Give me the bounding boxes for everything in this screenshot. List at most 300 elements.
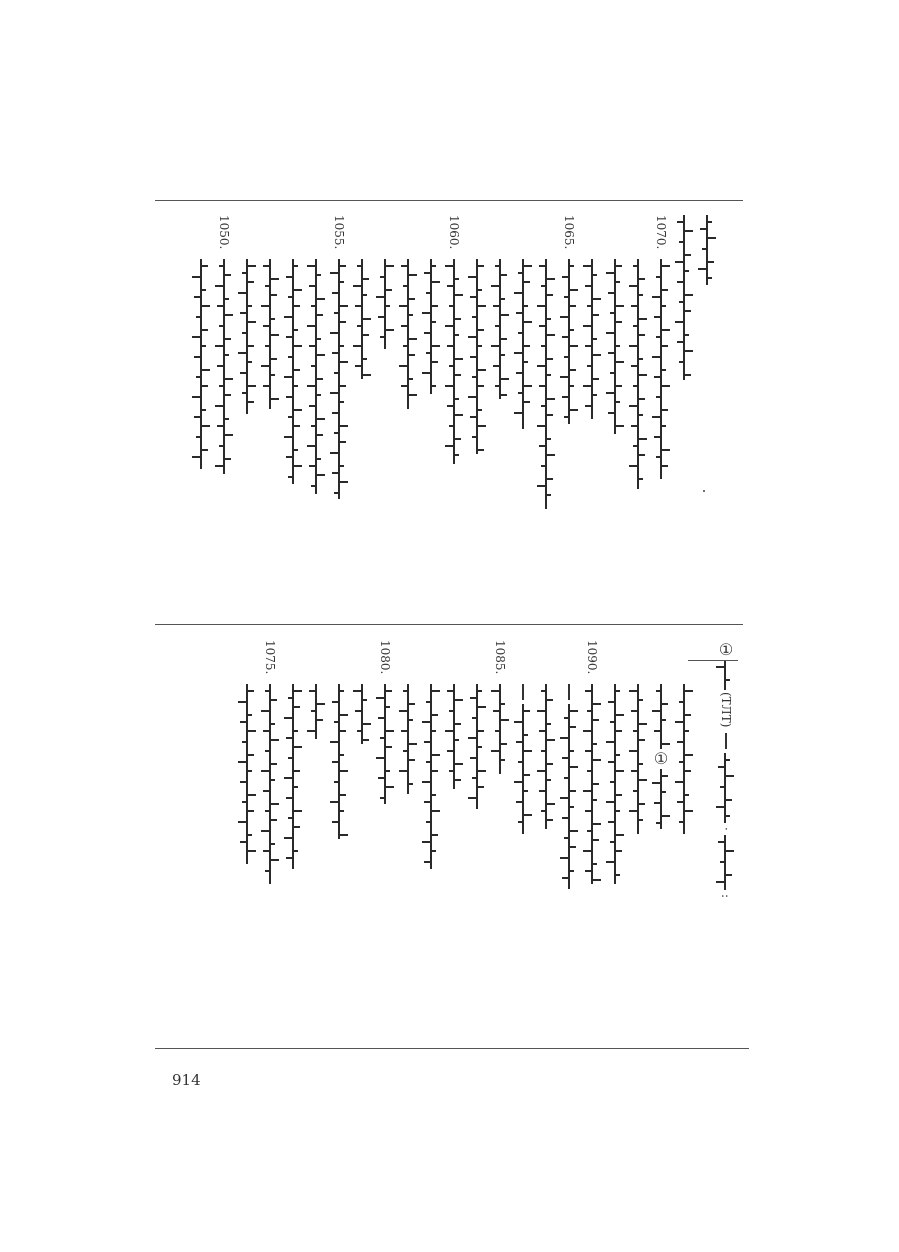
glyph-stroke <box>524 385 532 387</box>
glyph-stroke <box>445 445 453 447</box>
verse-column <box>537 215 555 509</box>
glyph-stroke <box>286 396 292 398</box>
glyph-stroke <box>662 743 670 745</box>
glyph-stroke <box>294 369 300 371</box>
glyph-stroke <box>631 710 637 712</box>
glyph-stroke <box>616 690 620 692</box>
glyph-stroke <box>478 425 486 427</box>
glyph-stroke <box>547 438 551 440</box>
glyph-stroke <box>294 265 298 267</box>
glyph-stroke <box>401 265 407 267</box>
glyph-stroke <box>225 378 233 380</box>
glyph-stroke <box>547 779 551 781</box>
glyph-stroke <box>570 305 576 307</box>
glyph-stroke <box>560 857 568 859</box>
glyph-stroke <box>192 276 200 278</box>
glyph-stroke <box>478 369 486 371</box>
glyph-stroke <box>248 401 254 403</box>
glyph-stroke <box>570 409 578 411</box>
glyph-stroke <box>610 841 614 843</box>
glyph-stroke <box>478 730 484 732</box>
glyph-stroke <box>639 318 647 320</box>
line-number: 1070. <box>654 215 668 250</box>
glyph-stroke <box>491 345 499 347</box>
glyph-stroke <box>294 786 298 788</box>
glyph-stroke <box>445 265 453 267</box>
glyph-stroke <box>585 690 591 692</box>
glyph-stroke <box>449 425 453 427</box>
verse-column <box>284 215 302 484</box>
glyph-stroke <box>432 361 438 363</box>
glyph-stroke <box>501 394 507 396</box>
glyph-stroke <box>585 870 591 872</box>
glyph-stroke <box>334 492 338 494</box>
glyph-stroke <box>639 779 647 781</box>
glyph-stroke <box>524 734 528 736</box>
glyph-stroke <box>317 274 321 276</box>
glyph-stroke <box>514 721 522 723</box>
verse-column <box>491 215 509 399</box>
glyph-stroke <box>409 759 415 761</box>
glyph-stroke <box>539 730 545 732</box>
mongolian-script-line <box>675 684 693 834</box>
verse-column <box>468 215 486 454</box>
mongolian-script-line <box>675 215 693 380</box>
glyph-stroke <box>562 877 568 879</box>
glyph-stroke <box>616 305 624 307</box>
glyph-stroke <box>547 374 551 376</box>
glyph-stroke <box>271 803 279 805</box>
glyph-stroke <box>455 398 459 400</box>
glyph-stroke <box>248 305 252 307</box>
verse-column <box>537 640 555 829</box>
glyph-stroke <box>501 338 507 340</box>
glyph-stroke <box>654 436 660 438</box>
glyph-stroke <box>639 819 643 821</box>
glyph-stroke <box>518 761 522 763</box>
glyph-stroke <box>616 401 620 403</box>
mongolian-script-line <box>445 684 463 789</box>
glyph-stroke <box>409 378 413 380</box>
footnote-column <box>716 640 736 902</box>
glyph-stroke <box>202 369 210 371</box>
glyph-stroke <box>570 345 578 347</box>
glyph-stroke <box>547 414 553 416</box>
glyph-stroke <box>629 345 637 347</box>
mongolian-script-line <box>376 259 394 349</box>
glyph-stroke <box>215 285 223 287</box>
mongolian-script-line <box>376 684 394 804</box>
verse-column <box>629 215 647 489</box>
glyph-stroke <box>240 312 246 314</box>
glyph-stroke <box>271 278 279 280</box>
verse-column <box>468 640 486 809</box>
glyph-stroke <box>562 396 568 398</box>
glyph-stroke <box>583 265 591 267</box>
glyph-stroke <box>708 261 714 263</box>
glyph-stroke <box>376 757 384 759</box>
glyph-stroke <box>248 714 252 716</box>
glyph-stroke <box>271 723 275 725</box>
glyph-stroke <box>376 296 384 298</box>
glyph-stroke <box>265 750 269 752</box>
glyph-stroke <box>570 289 578 291</box>
glyph-stroke <box>288 476 292 478</box>
glyph-stroke <box>478 289 482 291</box>
glyph-stroke <box>685 334 689 336</box>
glyph-stroke <box>202 385 208 387</box>
glyph-stroke <box>478 329 484 331</box>
glyph-stroke <box>330 741 338 743</box>
glyph-stroke <box>311 710 315 712</box>
glyph-stroke <box>340 690 344 692</box>
mongolian-script-line <box>652 259 670 479</box>
glyph-stroke <box>317 298 325 300</box>
mongolian-script-line <box>514 704 532 834</box>
glyph-stroke <box>449 770 453 772</box>
glyph-stroke <box>677 341 683 343</box>
glyph-stroke <box>311 425 315 427</box>
glyph-stroke <box>570 806 574 808</box>
glyph-stroke <box>593 394 597 396</box>
glyph-stroke <box>225 354 229 356</box>
glyph-stroke <box>363 374 371 376</box>
glyph-stroke <box>631 425 637 427</box>
glyph-stroke <box>587 365 591 367</box>
footnote-paren-text: (TЛT) <box>719 692 733 728</box>
glyph-stroke <box>514 292 522 294</box>
glyph-stroke <box>355 710 361 712</box>
line-number: 1090. <box>585 640 599 675</box>
verse-block-top <box>155 215 715 615</box>
glyph-stroke <box>363 723 371 725</box>
glyph-stroke <box>516 372 522 374</box>
glyph-stroke <box>639 414 643 416</box>
glyph-stroke <box>386 730 394 732</box>
glyph-stroke <box>495 265 499 267</box>
glyph-stroke <box>662 719 666 721</box>
glyph-stroke <box>294 409 302 411</box>
glyph-stroke <box>225 298 229 300</box>
glyph-stroke <box>265 870 269 872</box>
glyph-stroke <box>286 276 292 278</box>
glyph-stroke <box>271 763 277 765</box>
glyph-stroke <box>261 710 269 712</box>
glyph-stroke <box>685 770 691 772</box>
glyph-stroke <box>455 278 459 280</box>
glyph-stroke <box>422 372 430 374</box>
glyph-stroke <box>654 376 660 378</box>
glyph-stroke <box>593 354 601 356</box>
glyph-stroke <box>317 458 321 460</box>
glyph-stroke <box>424 272 430 274</box>
glyph-stroke <box>593 314 599 316</box>
glyph-stroke <box>616 714 624 716</box>
glyph-stroke <box>271 398 279 400</box>
glyph-stroke <box>593 839 599 841</box>
glyph-stroke <box>570 385 574 387</box>
glyph-stroke <box>248 834 252 836</box>
glyph-stroke <box>386 770 390 772</box>
glyph-stroke <box>432 794 436 796</box>
glyph-stroke <box>470 296 476 298</box>
glyph-stroke <box>330 452 338 454</box>
glyph-stroke <box>238 352 246 354</box>
verse-column <box>422 215 440 394</box>
glyph-stroke <box>286 857 292 859</box>
mongolian-script-line <box>192 259 210 469</box>
glyph-stroke <box>541 810 545 812</box>
glyph-stroke <box>340 265 346 267</box>
mongolian-script-line <box>560 704 578 889</box>
glyph-stroke <box>726 815 730 817</box>
glyph-stroke <box>662 775 668 777</box>
glyph-stroke <box>708 277 712 279</box>
glyph-stroke <box>677 221 683 223</box>
glyph-stroke <box>284 436 292 438</box>
verse-column <box>560 215 578 424</box>
glyph-stroke <box>478 706 486 708</box>
glyph-stroke <box>685 810 693 812</box>
glyph-stroke <box>472 436 476 438</box>
glyph-stroke <box>265 810 269 812</box>
glyph-stroke <box>547 278 555 280</box>
glyph-stroke <box>202 289 206 291</box>
glyph-stroke <box>194 416 200 418</box>
glyph-stroke <box>409 719 413 721</box>
glyph-stroke <box>616 810 620 812</box>
glyph-stroke <box>455 438 461 440</box>
glyph-stroke <box>340 425 348 427</box>
glyph-stroke <box>472 316 476 318</box>
glyph-stroke <box>629 465 637 467</box>
glyph-stroke <box>380 276 384 278</box>
glyph-stroke <box>629 405 637 407</box>
glyph-stroke <box>656 336 660 338</box>
glyph-stroke <box>631 305 637 307</box>
glyph-stroke <box>271 358 277 360</box>
glyph-stroke <box>570 766 578 768</box>
glyph-stroke <box>215 405 223 407</box>
glyph-stroke <box>524 814 532 816</box>
glyph-stroke <box>445 385 453 387</box>
glyph-stroke <box>332 472 338 474</box>
glyph-stroke <box>547 699 553 701</box>
glyph-stroke <box>541 345 545 347</box>
glyph-stroke <box>363 358 367 360</box>
glyph-stroke <box>631 365 637 367</box>
glyph-stroke <box>547 494 551 496</box>
glyph-stroke <box>202 329 208 331</box>
glyph-stroke <box>409 314 413 316</box>
glyph-stroke <box>662 329 670 331</box>
glyph-stroke <box>317 354 325 356</box>
glyph-stroke <box>639 763 643 765</box>
glyph-stroke <box>317 434 323 436</box>
glyph-stroke <box>271 779 275 781</box>
glyph-stroke <box>196 316 200 318</box>
line-number: 1080. <box>378 640 392 675</box>
glyph-stroke <box>219 265 223 267</box>
glyph-stroke <box>340 481 348 483</box>
mongolian-script-line <box>537 259 555 509</box>
glyph-stroke <box>716 881 724 883</box>
glyph-stroke <box>570 369 576 371</box>
mongolian-script-line <box>330 684 348 839</box>
separator-dot: · <box>719 827 733 832</box>
glyph-stroke <box>288 296 292 298</box>
glyph-stroke <box>192 336 200 338</box>
glyph-stroke <box>332 821 338 823</box>
glyph-stroke <box>478 770 486 772</box>
glyph-stroke <box>353 690 361 692</box>
glyph-stroke <box>501 354 505 356</box>
glyph-stroke <box>570 846 576 848</box>
glyph-stroke <box>409 274 417 276</box>
glyph-stroke <box>547 398 555 400</box>
glyph-stroke <box>560 316 568 318</box>
glyph-stroke <box>547 739 555 741</box>
glyph-stroke <box>432 730 436 732</box>
glyph-stroke <box>307 730 315 732</box>
line-number: 1060. <box>447 215 461 250</box>
glyph-stroke <box>271 739 279 741</box>
glyph-stroke <box>238 821 246 823</box>
glyph-stroke <box>478 305 486 307</box>
mongolian-script-line <box>491 259 509 399</box>
glyph-stroke <box>679 821 683 823</box>
glyph-stroke <box>309 690 315 692</box>
glyph-stroke <box>449 365 453 367</box>
glyph-stroke <box>562 336 568 338</box>
glyph-stroke <box>495 730 499 732</box>
glyph-stroke <box>294 465 302 467</box>
glyph-stroke <box>332 292 338 294</box>
glyph-stroke <box>330 392 338 394</box>
glyph-stroke <box>194 356 200 358</box>
glyph-stroke <box>263 265 269 267</box>
glyph-stroke <box>547 723 551 725</box>
glyph-stroke <box>593 703 601 705</box>
glyph-stroke <box>376 697 384 699</box>
glyph-stroke <box>455 763 463 765</box>
glyph-stroke <box>401 385 407 387</box>
glyph-stroke <box>263 850 269 852</box>
glyph-stroke <box>608 412 614 414</box>
bottom-rule <box>155 1048 749 1049</box>
em-dash <box>725 733 727 749</box>
verse-column <box>330 215 348 499</box>
glyph-stroke <box>225 338 231 340</box>
glyph-stroke <box>317 314 323 316</box>
verse-column <box>675 640 693 834</box>
glyph-stroke <box>616 265 622 267</box>
glyph-stroke <box>455 414 463 416</box>
glyph-stroke <box>524 321 532 323</box>
glyph-stroke <box>662 385 670 387</box>
glyph-stroke <box>265 345 269 347</box>
glyph-stroke <box>403 690 407 692</box>
glyph-stroke <box>242 272 246 274</box>
glyph-stroke <box>288 416 292 418</box>
glyph-stroke <box>585 405 591 407</box>
glyph-stroke <box>616 834 624 836</box>
glyph-stroke <box>610 372 614 374</box>
glyph-stroke <box>491 750 499 752</box>
glyph-stroke <box>616 425 624 427</box>
glyph-stroke <box>593 759 601 761</box>
glyph-stroke <box>583 790 591 792</box>
glyph-stroke <box>656 690 660 692</box>
glyph-stroke <box>708 221 712 223</box>
glyph-stroke <box>238 761 246 763</box>
glyph-stroke <box>225 418 229 420</box>
mongolian-script-line <box>606 259 624 434</box>
glyph-stroke <box>242 801 246 803</box>
glyph-stroke <box>472 376 476 378</box>
verse-column <box>606 640 624 884</box>
glyph-stroke <box>539 385 545 387</box>
glyph-stroke <box>307 325 315 327</box>
glyph-stroke <box>685 294 693 296</box>
mongolian-script-line <box>468 259 486 454</box>
glyph-stroke <box>219 385 223 387</box>
glyph-stroke <box>547 318 551 320</box>
glyph-stroke <box>516 801 522 803</box>
glyph-stroke <box>288 817 292 819</box>
glyph-stroke <box>340 345 344 347</box>
glyph-stroke <box>560 737 568 739</box>
mongolian-script-line <box>514 259 532 429</box>
glyph-stroke <box>340 754 344 756</box>
glyph-stroke <box>403 750 407 752</box>
glyph-stroke <box>616 850 622 852</box>
glyph-stroke <box>399 365 407 367</box>
verse-column <box>353 215 371 379</box>
glyph-stroke <box>399 770 407 772</box>
verse-block-bottom <box>155 640 735 1040</box>
glyph-stroke <box>654 316 660 318</box>
glyph-stroke <box>455 779 461 781</box>
glyph-stroke <box>432 385 436 387</box>
glyph-stroke <box>378 777 384 779</box>
glyph-stroke <box>363 699 367 701</box>
mongolian-script-line <box>330 259 348 499</box>
glyph-stroke <box>593 783 599 785</box>
glyph-stroke <box>616 874 620 876</box>
glyph-stroke <box>585 750 591 752</box>
glyph-stroke <box>240 372 246 374</box>
glyph-stroke <box>562 757 568 759</box>
glyph-stroke <box>478 345 482 347</box>
glyph-stroke <box>334 372 338 374</box>
glyph-stroke <box>332 412 338 414</box>
glyph-stroke <box>700 228 706 230</box>
verse-column <box>238 640 256 864</box>
glyph-stroke <box>447 345 453 347</box>
glyph-stroke <box>202 265 208 267</box>
glyph-stroke <box>386 329 394 331</box>
glyph-stroke <box>380 797 384 799</box>
glyph-stroke <box>357 730 361 732</box>
glyph-stroke <box>539 325 545 327</box>
glyph-stroke <box>409 703 415 705</box>
verse-column <box>376 215 394 349</box>
glyph-stroke <box>332 352 338 354</box>
glyph-stroke <box>409 394 417 396</box>
glyph-stroke <box>587 830 591 832</box>
glyph-stroke <box>654 802 660 804</box>
